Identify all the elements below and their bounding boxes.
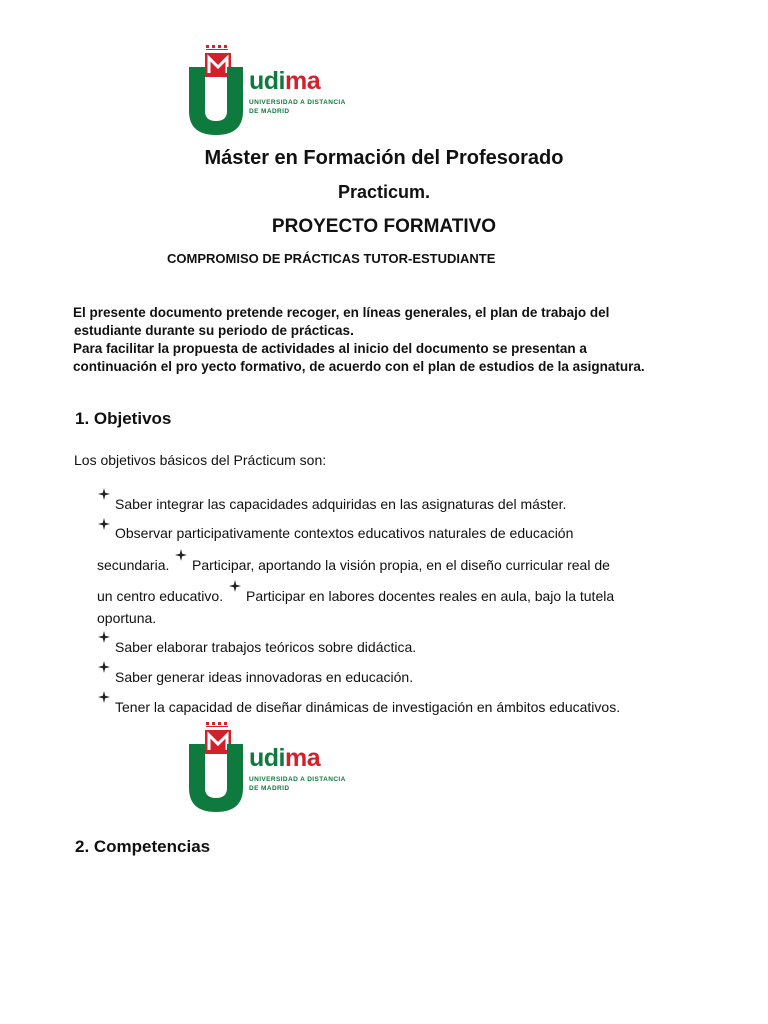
intro-line: estudiante durante su periodo de prácticas. bbox=[74, 323, 354, 338]
four-point-star-icon bbox=[98, 518, 110, 530]
project-heading: PROYECTO FORMATIVO bbox=[271, 216, 497, 237]
objective-item: Saber elaborar trabajos teóricos sobre didáctica. bbox=[115, 639, 417, 655]
four-point-star-icon bbox=[175, 549, 187, 561]
logo-wordmark: udima bbox=[249, 67, 321, 95]
section-heading-objetivos: 1. Objetivos bbox=[75, 409, 172, 428]
objective-item: Tener la capacidad de diseñar dinámicas de investigación en ámbitos educativos. bbox=[115, 699, 621, 715]
objective-item: Observar participativamente contextos educativos naturales de educación bbox=[115, 525, 574, 541]
logo-u-shape bbox=[189, 744, 243, 812]
logo-tagline: UNIVERSIDAD A DISTANCIA DE MADRID bbox=[249, 99, 346, 115]
four-point-star-icon bbox=[229, 580, 241, 592]
intro-paragraph bbox=[73, 304, 713, 376]
document-subtitle: Practicum. bbox=[337, 182, 431, 202]
objective-item: Participar en labores docentes reales en aula, bajo la tutela bbox=[246, 588, 615, 604]
objective-item: Participar, aportando la visión propia, en el diseño curricular real de bbox=[192, 557, 610, 573]
four-point-star-icon bbox=[98, 631, 110, 643]
logo-tagline: UNIVERSIDAD A DISTANCIA DE MADRID bbox=[249, 776, 346, 792]
four-point-star-icon bbox=[98, 691, 110, 703]
objective-item: Saber integrar las capacidades adquiridas en las asignaturas del máster. bbox=[115, 496, 567, 512]
intro-line: El presente documento pretende recoger, en líneas generales, el plan de trabajo del bbox=[73, 305, 610, 320]
section-heading-competencias: 2. Competencias bbox=[75, 837, 211, 856]
intro-line: Para facilitar la propuesta de actividades al inicio del documento se presentan a bbox=[73, 341, 587, 356]
objective-item: secundaria. bbox=[97, 557, 170, 573]
four-point-star-icon bbox=[98, 661, 110, 673]
commitment-heading: COMPROMISO DE PRÁCTICAS TUTOR-ESTUDIANTE bbox=[167, 251, 496, 266]
document-title: Máster en Formación del Profesorado bbox=[204, 147, 564, 169]
objective-item: un centro educativo. bbox=[97, 588, 224, 604]
udima-logo-top bbox=[189, 45, 359, 145]
crown-icon bbox=[206, 45, 228, 51]
logo-u-shape bbox=[189, 67, 243, 135]
four-point-star-icon bbox=[98, 488, 110, 500]
objectives-lead: Los objetivos básicos del Prácticum son: bbox=[74, 452, 327, 468]
intro-line: continuación el pro yecto formativo, de acuerdo con el plan de estudios de la asignatura. bbox=[73, 359, 645, 374]
objective-item: Saber generar ideas innovadoras en educación. bbox=[115, 669, 414, 685]
udima-logo-bottom bbox=[189, 722, 359, 822]
objective-item: oportuna. bbox=[97, 610, 157, 626]
logo-wordmark: udima bbox=[249, 744, 321, 772]
crown-icon bbox=[206, 722, 228, 728]
